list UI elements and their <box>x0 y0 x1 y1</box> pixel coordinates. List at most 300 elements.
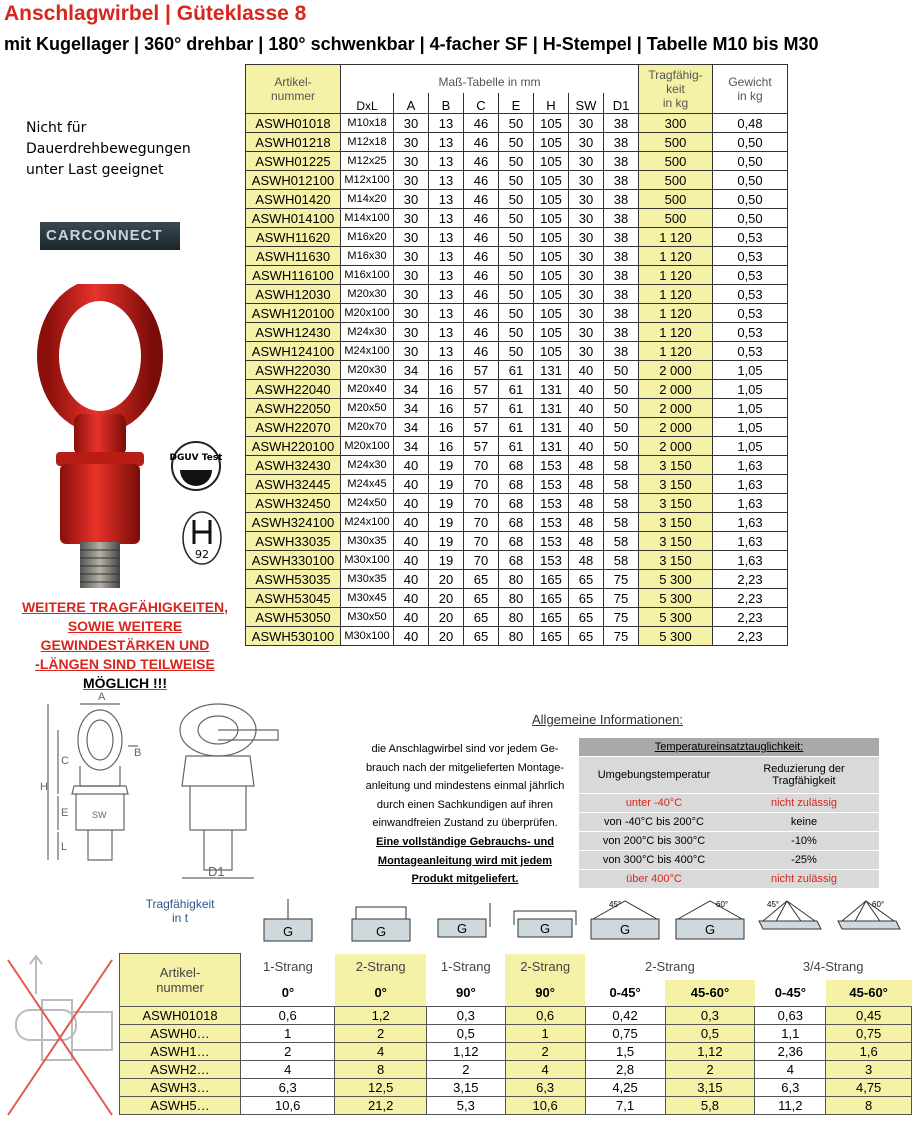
table-cell: 1 120 <box>639 247 713 266</box>
table-cell: M30x100 <box>341 551 394 570</box>
table-cell: 1 120 <box>639 285 713 304</box>
table-cell: 1 120 <box>639 304 713 323</box>
table-row <box>246 152 788 171</box>
icon-g-label: G <box>704 922 715 937</box>
temp-row <box>579 794 879 813</box>
table-cell: 58 <box>604 475 639 494</box>
table-cell: 1,05 <box>713 437 788 456</box>
table-cell: 0,50 <box>713 152 788 171</box>
table-cell: 1,05 <box>713 380 788 399</box>
load-cell: 11,2 <box>755 1097 826 1115</box>
temp-row <box>579 870 879 889</box>
angle-label: 0° <box>281 985 295 1001</box>
load-cell: 4 <box>755 1061 826 1079</box>
icon-g-label: G <box>540 921 551 936</box>
table-cell: 65 <box>464 589 499 608</box>
table-cell: 500 <box>639 209 713 228</box>
table-cell: 105 <box>534 190 569 209</box>
icon-g-label: G <box>620 922 631 937</box>
table-cell: 30 <box>569 285 604 304</box>
table-cell: 34 <box>394 399 429 418</box>
article-number-cell: ASWH32450 <box>246 494 341 513</box>
table-cell: 2,23 <box>713 570 788 589</box>
table-cell: 0,53 <box>713 285 788 304</box>
load-cell: 0,6 <box>241 1007 335 1025</box>
angle-label: 0° <box>335 980 427 1007</box>
subheader-dxl: DxL <box>341 93 394 114</box>
table-cell: 40 <box>394 589 429 608</box>
table-cell: 40 <box>569 437 604 456</box>
temp-title: Temperatureinsatztauglichkeit: <box>579 738 879 757</box>
table-cell: 13 <box>429 209 464 228</box>
table-cell: 13 <box>429 266 464 285</box>
load-cell: 3,15 <box>426 1079 505 1097</box>
table-cell: 70 <box>464 494 499 513</box>
subheader-sw: SW <box>569 93 604 114</box>
table-cell: 40 <box>394 494 429 513</box>
table-cell: 19 <box>429 513 464 532</box>
table-cell: 50 <box>499 209 534 228</box>
article-number-cell: ASWH012100 <box>246 171 341 190</box>
load-cell: 0,75 <box>585 1025 665 1043</box>
table-cell: 3 150 <box>639 456 713 475</box>
article-number-cell: ASWH22050 <box>246 399 341 418</box>
table-cell: M16x30 <box>341 247 394 266</box>
table-cell: 75 <box>604 608 639 627</box>
strand-label: 1-Strang <box>440 959 491 975</box>
table-cell: M16x20 <box>341 228 394 247</box>
h92-stamp-icon <box>180 510 224 566</box>
table-cell: M24x30 <box>341 323 394 342</box>
subheader-b: B <box>429 93 464 114</box>
table-cell: 500 <box>639 152 713 171</box>
table-cell: M24x30 <box>341 456 394 475</box>
table-cell: 68 <box>499 551 534 570</box>
article-number-cell: ASWH22040 <box>246 380 341 399</box>
table-cell: 50 <box>604 399 639 418</box>
info-bold-line: Eine vollständige Gebrauchs- und <box>376 835 554 848</box>
table-cell: 46 <box>464 266 499 285</box>
temp-cell: nicht zulässig <box>729 794 879 813</box>
table-cell: 153 <box>534 551 569 570</box>
table-cell: 1,05 <box>713 361 788 380</box>
table-cell: 34 <box>394 418 429 437</box>
load-cell: 4 <box>335 1043 427 1061</box>
table-cell: M14x20 <box>341 190 394 209</box>
table-cell: 500 <box>639 133 713 152</box>
load-article-cell: ASWH0… <box>120 1025 241 1043</box>
table-cell: 38 <box>604 247 639 266</box>
table-cell: 153 <box>534 494 569 513</box>
availability-notice <box>6 598 244 693</box>
table-cell: 30 <box>569 114 604 133</box>
table-cell: 30 <box>394 171 429 190</box>
table-cell: 50 <box>604 380 639 399</box>
table-cell: 131 <box>534 361 569 380</box>
table-cell: 50 <box>499 171 534 190</box>
angle-label: 0-45° <box>774 985 806 1001</box>
table-row <box>246 380 788 399</box>
load-cell: 3,15 <box>665 1079 755 1097</box>
load-cell: 2,8 <box>585 1061 665 1079</box>
table-cell: 3 150 <box>639 475 713 494</box>
table-cell: 105 <box>534 228 569 247</box>
load-cell: 0,63 <box>755 1007 826 1025</box>
table-cell: 40 <box>394 570 429 589</box>
icon-angle-label: 60° <box>871 900 884 909</box>
table-cell: 38 <box>604 209 639 228</box>
table-cell: 2 000 <box>639 418 713 437</box>
table-cell: 57 <box>464 380 499 399</box>
notice-line: -LÄNGEN SIND TEILWEISE <box>35 656 215 672</box>
table-cell: 65 <box>569 570 604 589</box>
table-cell: 68 <box>499 513 534 532</box>
table-cell: M30x100 <box>341 627 394 646</box>
table-cell: 34 <box>394 437 429 456</box>
article-number-cell: ASWH01218 <box>246 133 341 152</box>
table-row <box>246 475 788 494</box>
table-cell: M10x18 <box>341 114 394 133</box>
load-cell: 1 <box>505 1025 585 1043</box>
table-cell: 50 <box>499 133 534 152</box>
table-row <box>246 114 788 133</box>
table-row <box>246 494 788 513</box>
table-cell: 38 <box>604 323 639 342</box>
angle-label: 45-60° <box>665 980 755 1007</box>
temp-row <box>579 851 879 870</box>
table-cell: M16x100 <box>341 266 394 285</box>
note-line: Nicht für <box>26 120 87 136</box>
table-cell: 57 <box>464 399 499 418</box>
table-cell: M30x50 <box>341 608 394 627</box>
load-cell: 0,3 <box>665 1007 755 1025</box>
table-cell: 153 <box>534 532 569 551</box>
icon-g-label: G <box>375 924 386 939</box>
load-cell: 1 <box>241 1025 335 1043</box>
table-cell: 30 <box>394 209 429 228</box>
table-row <box>246 513 788 532</box>
table-cell: 13 <box>429 285 464 304</box>
temp-cell: von 300°C bis 400°C <box>579 851 729 870</box>
table-cell: 50 <box>499 247 534 266</box>
temp-cell: von 200°C bis 300°C <box>579 832 729 851</box>
table-cell: 65 <box>569 589 604 608</box>
table-cell: 165 <box>534 589 569 608</box>
table-cell: 0,53 <box>713 342 788 361</box>
table-cell: 58 <box>604 494 639 513</box>
load-cell: 2 <box>665 1061 755 1079</box>
table-cell: 70 <box>464 532 499 551</box>
load-title: Tragfähigkeit in t <box>145 897 215 925</box>
table-cell: 30 <box>569 171 604 190</box>
table-cell: 50 <box>499 114 534 133</box>
load-cell: 2 <box>505 1043 585 1061</box>
article-number-cell: ASWH01018 <box>246 114 341 133</box>
sling-1-strang-90-icon <box>434 897 498 947</box>
technical-drawing <box>18 690 298 890</box>
info-line: die Anschlagwirbel sind vor jedem Ge- <box>371 743 559 755</box>
dim-label-a: A <box>98 691 106 703</box>
article-number-cell: ASWH324100 <box>246 513 341 532</box>
table-cell: 0,50 <box>713 190 788 209</box>
table-cell: 105 <box>534 323 569 342</box>
icon-angle-label: 45° <box>767 900 780 909</box>
table-cell: 5 300 <box>639 570 713 589</box>
load-row <box>120 1061 912 1079</box>
info-text <box>352 740 578 889</box>
dim-label-d1: D1 <box>208 864 225 879</box>
table-cell: 16 <box>429 418 464 437</box>
table-cell: 131 <box>534 418 569 437</box>
table-row <box>246 437 788 456</box>
article-number-cell: ASWH22070 <box>246 418 341 437</box>
table-cell: 0,53 <box>713 228 788 247</box>
dguv-badge-icon <box>170 440 222 492</box>
table-cell: 61 <box>499 380 534 399</box>
dim-label-h: H <box>40 781 48 793</box>
notice-line: WEITERE TRAGFÄHIGKEITEN, <box>21 599 229 615</box>
table-row <box>246 570 788 589</box>
table-cell: 46 <box>464 285 499 304</box>
table-cell: 20 <box>429 589 464 608</box>
header-artikel: Artikel- nummer <box>246 65 341 114</box>
angle-label: 90° <box>505 980 585 1007</box>
table-cell: 105 <box>534 152 569 171</box>
load-row <box>120 1007 912 1025</box>
load-cell: 2 <box>426 1061 505 1079</box>
table-cell: 3 150 <box>639 513 713 532</box>
table-cell: 165 <box>534 627 569 646</box>
info-line: anleitung und mindestens einmal jährlich <box>365 780 565 793</box>
table-cell: 38 <box>604 114 639 133</box>
load-capacity-table <box>119 897 912 1115</box>
table-cell: 3 150 <box>639 494 713 513</box>
load-cell: 1,12 <box>665 1043 755 1061</box>
table-cell: 500 <box>639 190 713 209</box>
table-cell: 30 <box>394 190 429 209</box>
table-cell: 19 <box>429 551 464 570</box>
table-cell: 30 <box>569 342 604 361</box>
table-cell: 61 <box>499 437 534 456</box>
table-cell: 46 <box>464 342 499 361</box>
table-row <box>246 418 788 437</box>
table-cell: 65 <box>569 608 604 627</box>
article-number-cell: ASWH014100 <box>246 209 341 228</box>
table-cell: 50 <box>499 304 534 323</box>
h92-stamp-text: 92 <box>195 548 209 561</box>
article-number-cell: ASWH53045 <box>246 589 341 608</box>
page-subtitle: mit Kugellager | 360° drehbar | 180° schwenkbar | 4-facher SF | H-Stempel | Tabelle M10 bis M30 <box>4 34 819 54</box>
load-article-cell: ASWH3… <box>120 1079 241 1097</box>
table-cell: M30x35 <box>341 570 394 589</box>
table-cell: 2,23 <box>713 627 788 646</box>
notice-line: MÖGLICH !!! <box>83 675 167 691</box>
table-cell: 46 <box>464 304 499 323</box>
table-row <box>246 247 788 266</box>
table-cell: 30 <box>569 209 604 228</box>
temp-cell: unter -40°C <box>579 794 729 813</box>
table-cell: 40 <box>569 399 604 418</box>
table-cell: M20x100 <box>341 437 394 456</box>
table-cell: 1,63 <box>713 532 788 551</box>
sling-2-strang-0-icon <box>346 897 416 947</box>
table-cell: M20x30 <box>341 361 394 380</box>
table-cell: 13 <box>429 342 464 361</box>
table-cell: 80 <box>499 627 534 646</box>
table-cell: 131 <box>534 399 569 418</box>
table-row <box>246 608 788 627</box>
table-cell: 19 <box>429 532 464 551</box>
load-header-artikel: Artikel- nummer <box>120 954 241 1007</box>
table-cell: 58 <box>604 456 639 475</box>
table-cell: 16 <box>429 361 464 380</box>
table-cell: 50 <box>499 266 534 285</box>
article-number-cell: ASWH11620 <box>246 228 341 247</box>
brand-logo: CARCONNECT <box>40 222 180 250</box>
table-cell: M24x50 <box>341 494 394 513</box>
table-cell: M20x100 <box>341 304 394 323</box>
table-cell: 2 000 <box>639 437 713 456</box>
table-cell: 57 <box>464 361 499 380</box>
table-cell: 68 <box>499 532 534 551</box>
table-cell: 13 <box>429 247 464 266</box>
table-cell: 40 <box>394 551 429 570</box>
article-number-cell: ASWH220100 <box>246 437 341 456</box>
load-cell: 12,5 <box>335 1079 427 1097</box>
table-cell: 68 <box>499 456 534 475</box>
table-cell: 30 <box>394 247 429 266</box>
table-cell: 0,53 <box>713 304 788 323</box>
article-number-cell: ASWH116100 <box>246 266 341 285</box>
article-number-cell: ASWH120100 <box>246 304 341 323</box>
table-cell: 30 <box>569 323 604 342</box>
load-cell: 6,3 <box>755 1079 826 1097</box>
dimensions-table <box>245 64 788 646</box>
load-cell: 0,5 <box>665 1025 755 1043</box>
load-cell: 3 <box>826 1061 912 1079</box>
sling-4-strang-45-icon <box>757 897 823 947</box>
table-cell: M14x100 <box>341 209 394 228</box>
table-cell: 48 <box>569 475 604 494</box>
table-cell: 153 <box>534 475 569 494</box>
table-cell: 30 <box>394 152 429 171</box>
table-cell: 1,63 <box>713 456 788 475</box>
article-number-cell: ASWH53035 <box>246 570 341 589</box>
load-cell: 4,25 <box>585 1079 665 1097</box>
article-number-cell: ASWH12030 <box>246 285 341 304</box>
notice-line: SOWIE WEITERE <box>67 618 183 634</box>
table-cell: 68 <box>499 494 534 513</box>
dim-label-e: E <box>61 807 69 819</box>
table-row <box>246 361 788 380</box>
icon-angle-label: 45° <box>609 900 622 909</box>
header-gewicht: Gewicht in kg <box>713 65 788 114</box>
table-cell: 48 <box>569 456 604 475</box>
table-cell: 2,23 <box>713 589 788 608</box>
table-cell: 70 <box>464 513 499 532</box>
table-cell: 38 <box>604 228 639 247</box>
temp-row <box>579 813 879 832</box>
temp-col-header: Umgebungstemperatur <box>579 757 729 794</box>
info-line: einwandfreien Zustand zu überprüfen. <box>372 817 558 830</box>
table-cell: 1,63 <box>713 475 788 494</box>
table-cell: 30 <box>569 266 604 285</box>
table-cell: M20x30 <box>341 285 394 304</box>
usage-note <box>26 118 191 181</box>
dim-label-sw: SW <box>92 810 107 820</box>
table-cell: 30 <box>394 133 429 152</box>
table-cell: 48 <box>569 551 604 570</box>
dguv-badge-text: DGUV Test <box>170 453 222 463</box>
table-cell: 75 <box>604 570 639 589</box>
load-cell: 1,5 <box>585 1043 665 1061</box>
info-line: brauch nach der mitgelieferten Montage- <box>365 761 565 774</box>
table-cell: 50 <box>604 361 639 380</box>
table-cell: 40 <box>394 513 429 532</box>
table-cell: 153 <box>534 456 569 475</box>
load-article-cell: ASWH5… <box>120 1097 241 1115</box>
table-cell: 30 <box>569 152 604 171</box>
table-cell: 13 <box>429 190 464 209</box>
table-cell: 38 <box>604 285 639 304</box>
table-cell: 131 <box>534 437 569 456</box>
table-cell: 0,48 <box>713 114 788 133</box>
load-cell: 1,2 <box>335 1007 427 1025</box>
notice-line: GEWINDESTÄRKEN UND <box>40 637 210 653</box>
table-cell: 50 <box>499 323 534 342</box>
table-cell: 80 <box>499 570 534 589</box>
table-cell: M24x100 <box>341 342 394 361</box>
subheader-a: A <box>394 93 429 114</box>
subheader-d1: D1 <box>604 93 639 114</box>
load-cell: 0,6 <box>505 1007 585 1025</box>
table-row <box>246 627 788 646</box>
table-cell: 30 <box>569 190 604 209</box>
table-row <box>246 190 788 209</box>
subheader-e: E <box>499 93 534 114</box>
table-cell: 1,63 <box>713 551 788 570</box>
table-cell: 68 <box>499 475 534 494</box>
load-cell: 8 <box>826 1097 912 1115</box>
temp-col-header: Reduzierung der Tragfähigkeit <box>729 757 879 794</box>
angle-label: 45-60° <box>826 980 912 1007</box>
temperature-table <box>579 738 879 889</box>
table-cell: 153 <box>534 513 569 532</box>
note-line: unter Last geeignet <box>26 162 164 178</box>
table-row <box>246 323 788 342</box>
info-line: durch einen Sachkundigen auf ihren <box>376 798 554 811</box>
table-cell: 13 <box>429 133 464 152</box>
table-cell: 5 300 <box>639 589 713 608</box>
table-cell: 19 <box>429 475 464 494</box>
table-row <box>246 304 788 323</box>
table-cell: 105 <box>534 342 569 361</box>
temp-cell: -10% <box>729 832 879 851</box>
table-cell: 46 <box>464 152 499 171</box>
article-number-cell: ASWH330100 <box>246 551 341 570</box>
table-cell: 3 150 <box>639 532 713 551</box>
table-cell: 46 <box>464 323 499 342</box>
table-cell: 38 <box>604 152 639 171</box>
table-cell: 0,50 <box>713 209 788 228</box>
info-title: Allgemeine Informationen: <box>532 712 684 727</box>
table-cell: 38 <box>604 171 639 190</box>
table-cell: 1,63 <box>713 494 788 513</box>
info-bold-line: Montageanleitung wird mit jedem <box>377 854 553 867</box>
table-cell: 1 120 <box>639 266 713 285</box>
temp-cell: -25% <box>729 851 879 870</box>
table-cell: 57 <box>464 418 499 437</box>
